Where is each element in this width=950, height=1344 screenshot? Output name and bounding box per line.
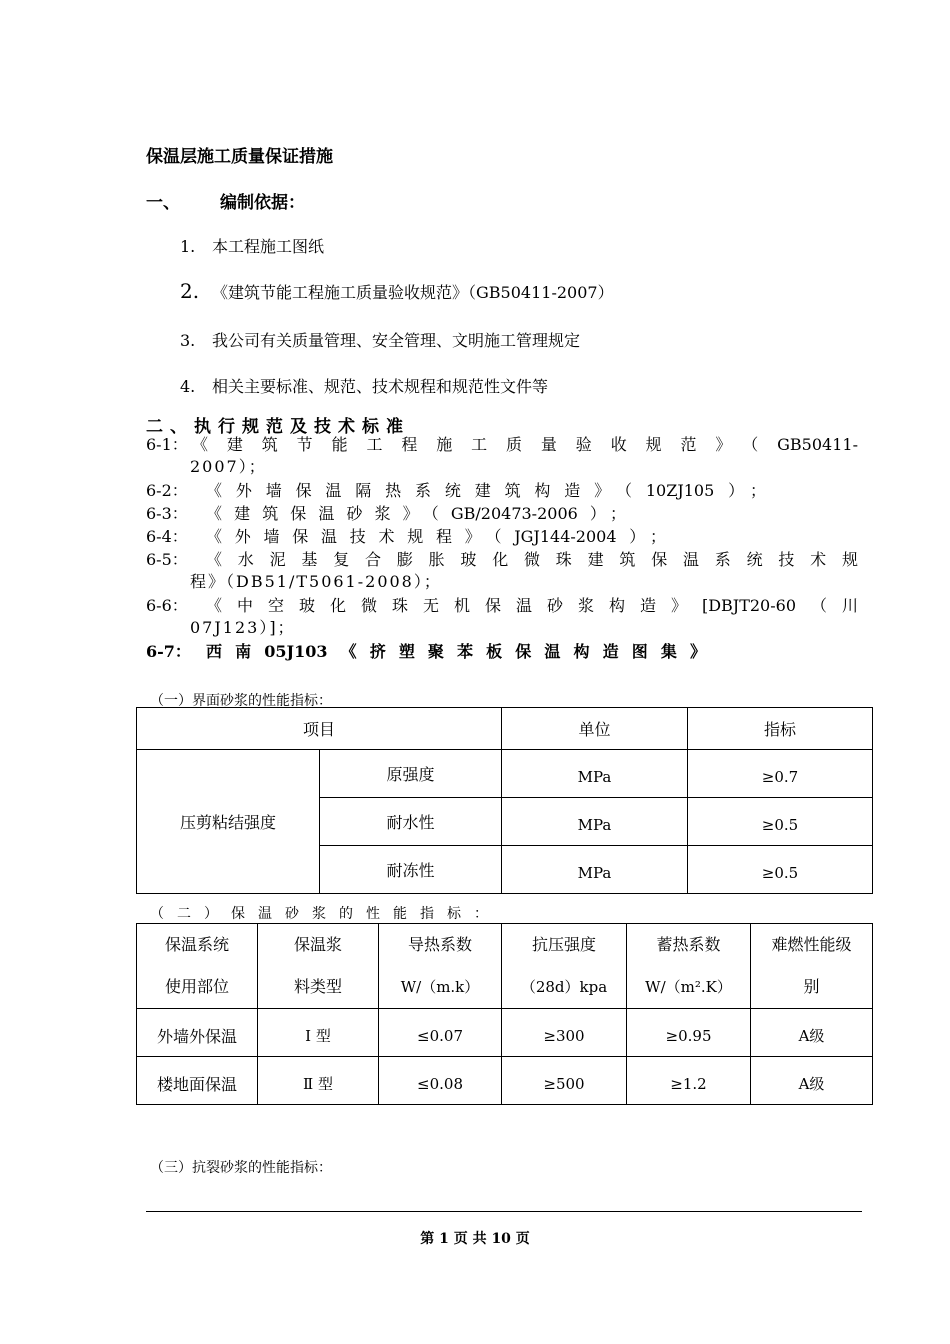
table-header-cell: 指标 — [688, 708, 873, 750]
table-cell: 外墙外保温 — [137, 1009, 258, 1057]
document-title: 保温层施工质量保证措施 — [146, 147, 333, 167]
standard-item: 6-1： 《建筑节能工程施工质量验收规范》（GB50411- 2007）； — [146, 435, 858, 476]
table-cell: Ⅰ 型 — [258, 1009, 379, 1057]
standard-item: 6-4： 《外墙保温技术规程》（JGJ144-2004）； — [146, 527, 666, 546]
table-cell: Ⅱ 型 — [258, 1057, 379, 1105]
table-cell: A级 — [751, 1057, 873, 1105]
basis-item: 2. 《建筑节能工程施工质量验收规范》（GB50411-2007） — [180, 279, 614, 303]
table-header-cell: 难燃性能级 别 — [751, 924, 873, 1009]
page-number: 第 1 页 共 10 页 — [420, 1231, 530, 1247]
table-row — [137, 1057, 873, 1105]
table-cell: ≥0.5 — [688, 798, 873, 846]
table-2-caption: （二）保温砂浆的性能指标： — [150, 906, 501, 922]
table-cell: ≥300 — [502, 1009, 627, 1057]
section-1-heading — [146, 188, 305, 213]
table-cell: ≤0.07 — [379, 1009, 502, 1057]
table-header-cell: 抗压强度 （28d）kpa — [502, 924, 627, 1009]
table-cell: ≥0.95 — [627, 1009, 751, 1057]
section-1-title: 编制依据： — [220, 193, 305, 213]
table-3-caption: （三）抗裂砂浆的性能指标： — [150, 1160, 332, 1176]
standard-item: 6-5： 《水泥基复合膨胀玻化微珠建筑保温系统技术规 程》（DB51/T5061-2008）； — [146, 550, 858, 591]
section-1-number: 一、 — [146, 193, 180, 213]
table-cell: MPa — [502, 846, 688, 894]
table-header-cell: 导热系数 W/（m.k） — [379, 924, 502, 1009]
table-cell: A级 — [751, 1009, 873, 1057]
table-header-cell: 保温浆 料类型 — [258, 924, 379, 1009]
table-cell: ≥0.5 — [688, 846, 873, 894]
basis-item: 1. 本工程施工图纸 — [180, 237, 325, 256]
standard-item: 6-6： 《中空玻化微珠无机保温砂浆构造》[DBJT20-60（川 07J123）]； — [146, 596, 858, 637]
table-header-cell: 保温系统 使用部位 — [137, 924, 258, 1009]
table-header-cell: 蓄热系数 W/（m².K） — [627, 924, 751, 1009]
table-cell: ≤0.08 — [379, 1057, 502, 1105]
standard-item: 6-7： 西南05J103《挤塑聚苯板保温构造图集》 — [146, 642, 706, 661]
footer-divider — [146, 1211, 862, 1212]
table-cell: ≥500 — [502, 1057, 627, 1105]
table-cell: 耐冻性 — [320, 846, 502, 894]
table-cell: 原强度 — [320, 750, 502, 798]
table-cell: ≥0.7 — [688, 750, 873, 798]
interface-mortar-table — [136, 707, 873, 894]
table-cell: ≥1.2 — [627, 1057, 751, 1105]
table-1-caption: （一）界面砂浆的性能指标： — [150, 693, 332, 709]
standard-item: 6-2： 《外墙保温隔热系统建筑构造》（10ZJ105）； — [146, 481, 766, 500]
insulation-mortar-table — [136, 923, 873, 1105]
table-header-cell: 项目 — [137, 708, 502, 750]
table-cell: MPa — [502, 750, 688, 798]
standard-item: 6-3： 《建筑保温砂浆》（GB/20473-2006）； — [146, 504, 626, 523]
table-row — [137, 1009, 873, 1057]
table-cell: 楼地面保温 — [137, 1057, 258, 1105]
table-header-cell: 单位 — [502, 708, 688, 750]
table-cell: 耐水性 — [320, 798, 502, 846]
section-2-heading: 二、执行规范及技术标准 — [146, 417, 410, 437]
basis-item: 4. 相关主要标准、规范、技术规程和规范性文件等 — [180, 377, 549, 396]
table-row — [137, 750, 873, 798]
group-label-cell: 压剪粘结强度 — [137, 750, 320, 894]
table-cell: MPa — [502, 798, 688, 846]
basis-item: 3. 我公司有关质量管理、安全管理、文明施工管理规定 — [180, 331, 581, 350]
